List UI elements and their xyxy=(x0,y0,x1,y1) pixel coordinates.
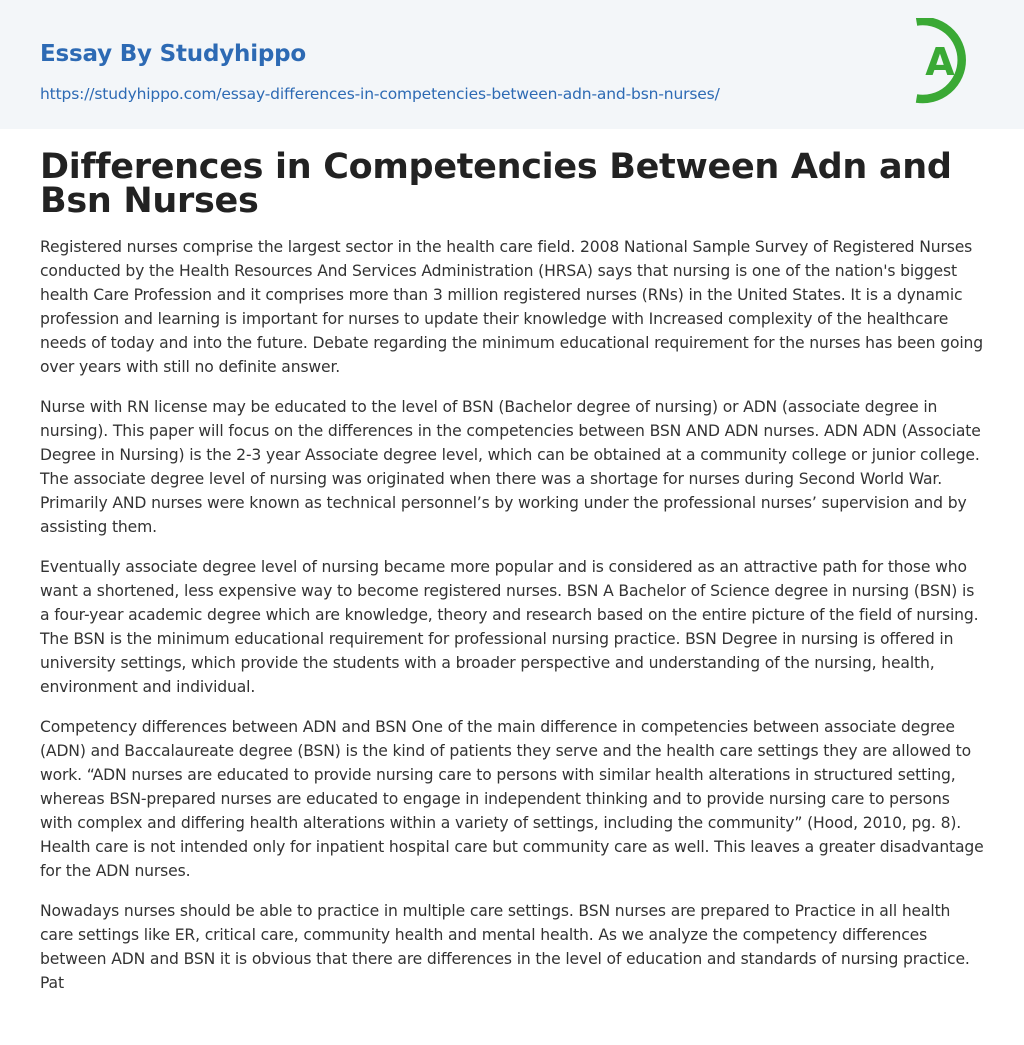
article-paragraph-1: Registered nurses comprise the largest sector in the health care field. 2008 National Sample Survey of Registered Nurses conducted by the Health Resources And Services Administration (HRSA) says that nursing is one of the nation's biggest health Care Profession and it comprises more than 3 million registered nurses (RNs) in the United States. It is a dynamic profession and learning is important for nurses to update their knowledge with Increased complexity of the healthcare needs of today and into the future. Debate regarding the minimum educational requirement for the nurses has been going over years with still no definite answer. xyxy=(40,238,984,376)
essay-url-link[interactable]: https://studyhippo.com/essay-differences-in-competencies-between-adn-and-bsn-nurses/ xyxy=(40,85,720,103)
site-brand[interactable]: Essay By Studyhippo xyxy=(40,41,307,67)
site-header xyxy=(0,0,1024,129)
article-paragraph-4: Competency differences between ADN and BSN One of the main difference in competencies between associate degree (ADN) and Baccalaureate degree (BSN) is the kind of patients they serve and the health care settings they are allowed to work. “ADN nurses are educated to provide nursing care to persons with similar health alterations in structured setting, whereas BSN-prepared nurses are educated to engage in independent thinking and to provide nursing care to persons with complex and differing health alterations within a variety of settings, including the community” (Hood, 2010, pg. 8). Health care is not intended only for inpatient hospital care but community care as well. This leaves a greater disadvantage for the ADN nurses. xyxy=(40,718,984,880)
article-title: Differences in Competencies Between Adn and Bsn Nurses xyxy=(40,147,952,221)
logo-letter: A xyxy=(925,40,955,84)
article-paragraph-5: Nowadays nurses should be able to practice in multiple care settings. BSN nurses are prepared to Practice in all health care settings like ER, critical care, community health and mental health. As we analyze the competency differences between ADN and BSN it is obvious that there are differences in the level of education and standards of nursing practice. Pat xyxy=(40,902,970,992)
article-paragraph-3: Eventually associate degree level of nursing became more popular and is considered as an attractive path for those who want a shortened, less expensive way to become registered nurses. BSN A Bachelor of Science degree in nursing (BSN) is a four-year academic degree which are knowledge, theory and research based on the entire picture of the field of nursing. The BSN is the minimum educational requirement for professional nursing practice. BSN Degree in nursing is offered in university settings, which provide the students with a broader perspective and understanding of the nursing, health, environment and individual. xyxy=(40,558,979,696)
studyhippo-logo-icon[interactable] xyxy=(912,18,986,106)
article xyxy=(40,147,984,995)
article-paragraph-2: Nurse with RN license may be educated to the level of BSN (Bachelor degree of nursing) or ADN (associate degree in nursing). This paper will focus on the differences in the competencies between BSN AND ADN nurses. ADN ADN (Associate Degree in Nursing) is the 2-3 year Associate degree level, which can be obtained at a community college or junior college. The associate degree level of nursing was originated when there was a shortage for nurses during Second World War. Primarily AND nurses were known as technical personnel’s by working under the professional nurses’ supervision and by assisting them. xyxy=(40,398,981,536)
